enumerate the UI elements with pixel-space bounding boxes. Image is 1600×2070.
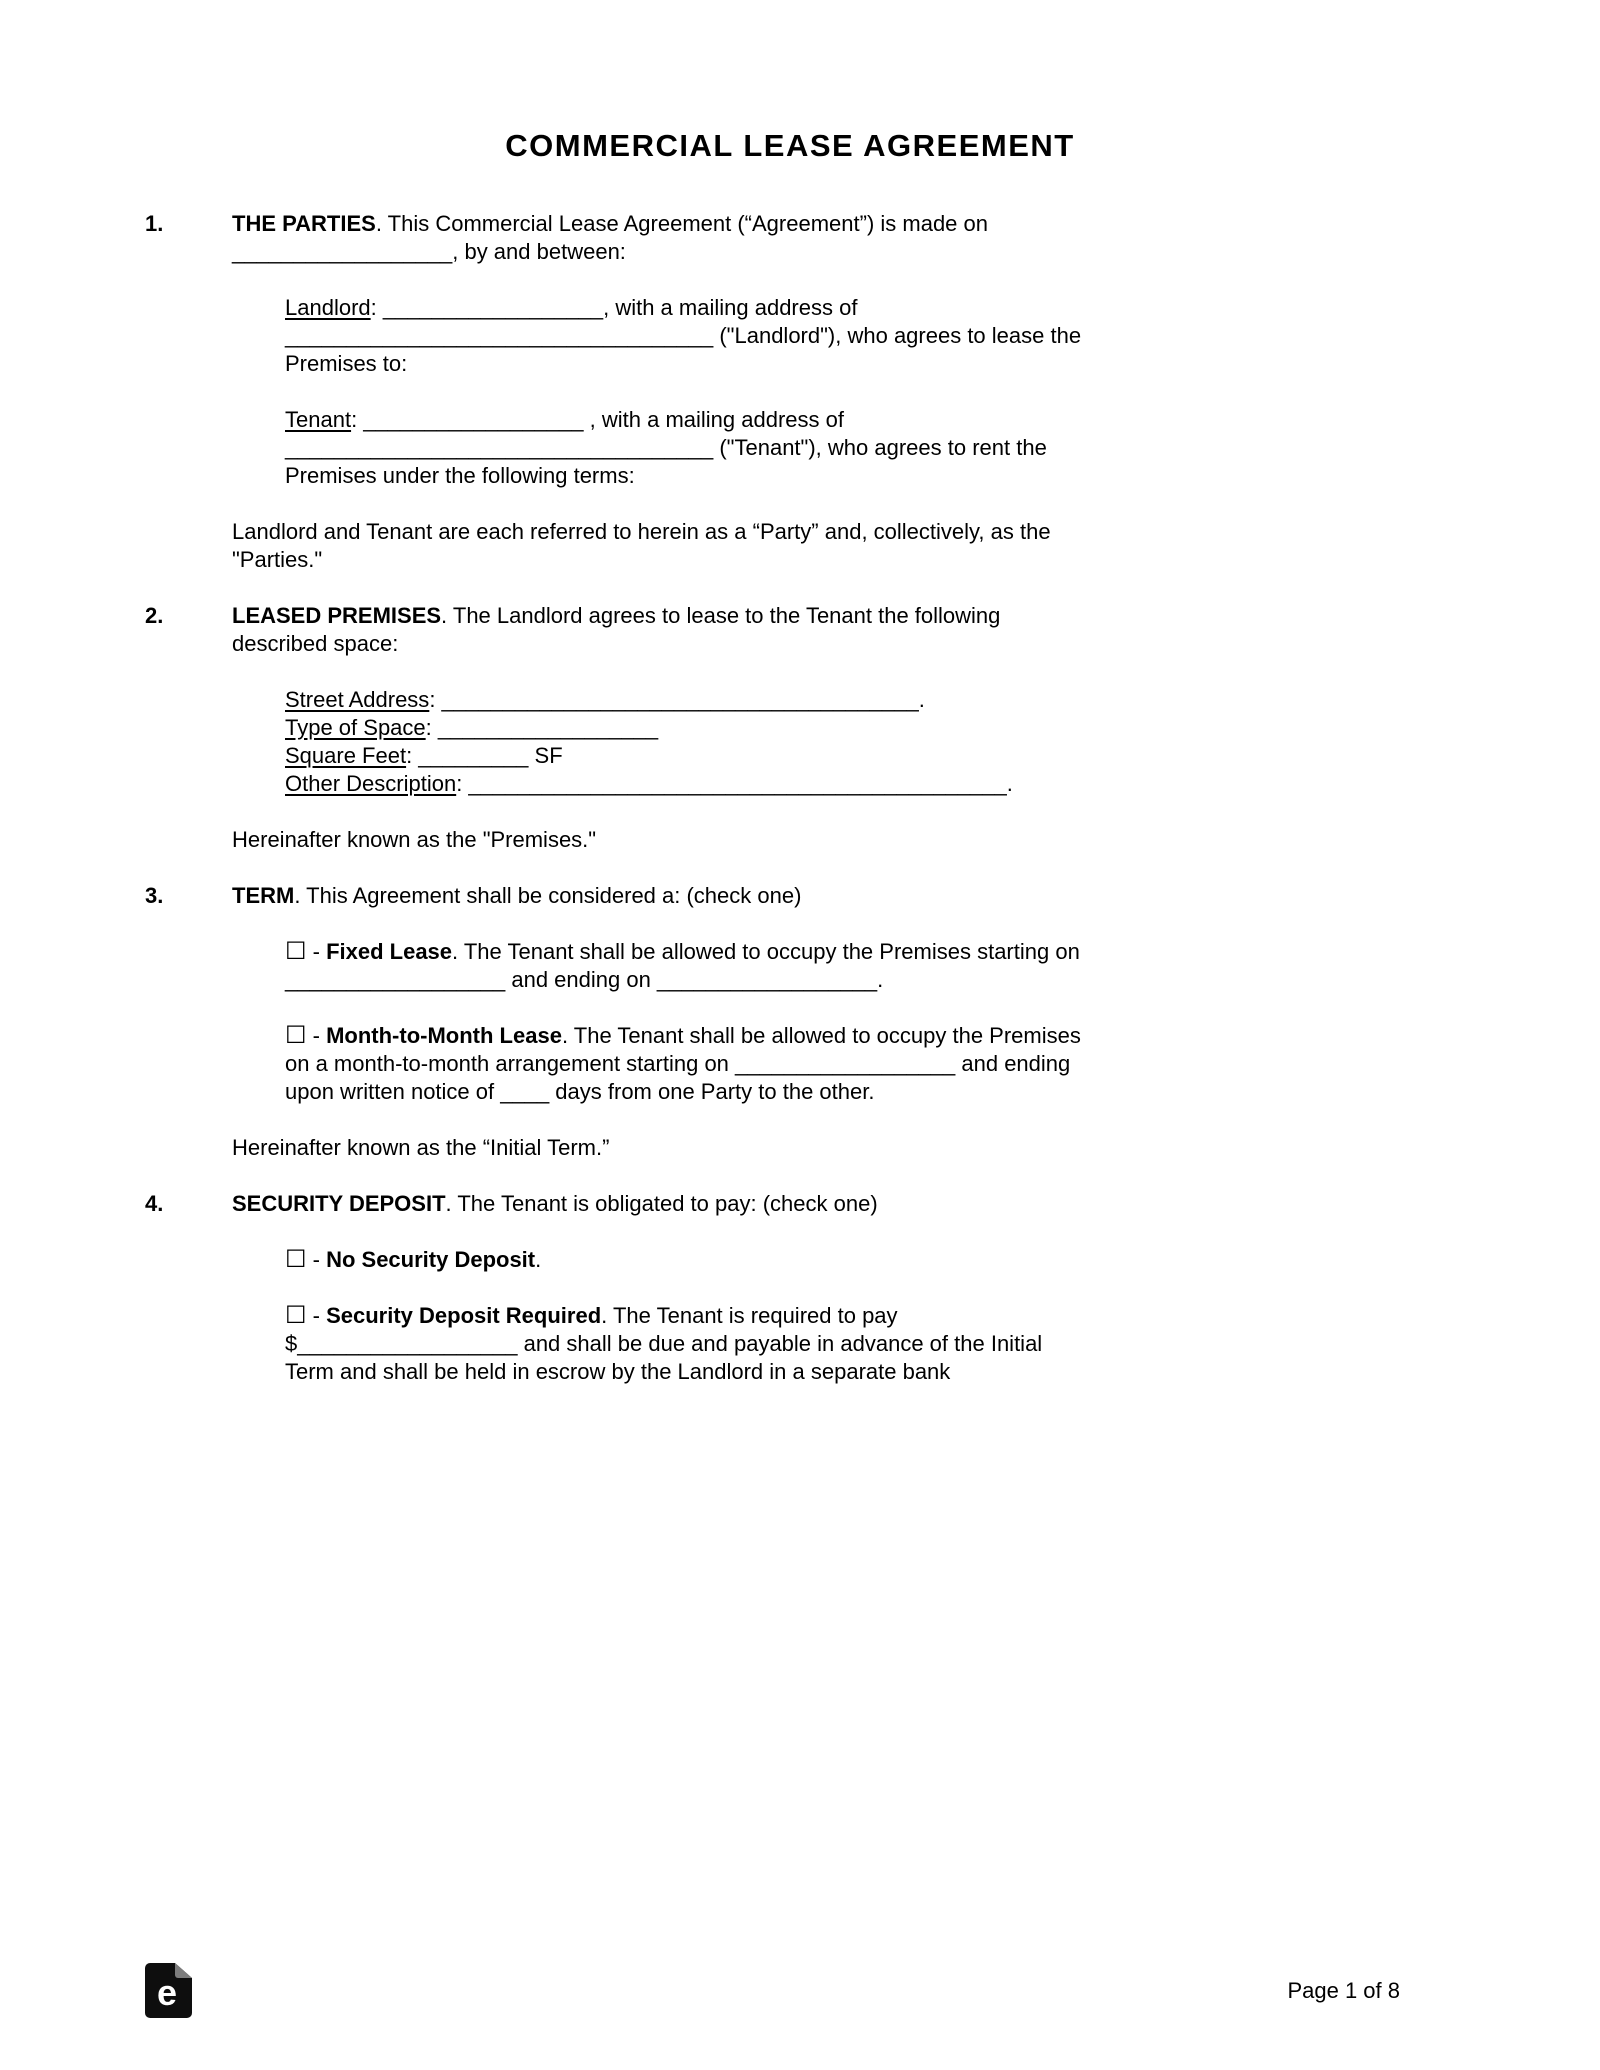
- other-description-blank: : ____________________________________________.: [456, 771, 1013, 796]
- premises-note: Hereinafter known as the "Premises.": [232, 827, 597, 852]
- section-deposit-number: 4.: [145, 1191, 164, 1216]
- eforms-logo-letter: e: [156, 1972, 178, 2013]
- fixed-lease-separator: -: [306, 939, 327, 964]
- section-premises-intro-text: . The Landlord agrees to lease to the Tenant the following described space:: [232, 603, 1001, 656]
- section-deposit-intro-text: . The Tenant is obligated to pay: (check one): [445, 1191, 878, 1216]
- type-of-space-label: Type of Space: [285, 715, 426, 740]
- page-number-label: Page 1 of 8: [1287, 1977, 1400, 2003]
- tenant-clause: [232, 406, 1092, 490]
- eforms-logo-icon: [145, 1963, 192, 2018]
- deposit-required-separator: -: [306, 1303, 327, 1328]
- street-address-blank: : _______________________________________.: [429, 687, 925, 712]
- deposit-required-option: [232, 1302, 1092, 1386]
- fixed-lease-option: [232, 938, 1092, 994]
- section-deposit-intro: [232, 1190, 1092, 1218]
- month-to-month-label: Month-to-Month Lease: [326, 1023, 562, 1048]
- no-deposit-separator: -: [306, 1247, 327, 1272]
- section-term-heading: TERM: [232, 883, 295, 908]
- street-address-field: [285, 686, 1092, 714]
- other-description-label: Other Description: [285, 771, 457, 796]
- fixed-lease-text: . The Tenant shall be allowed to occupy the Premises starting on __________________ and ending on __________________.: [285, 939, 1080, 992]
- page-footer: [145, 1963, 1400, 2018]
- month-to-month-option: [232, 1022, 1092, 1106]
- section-premises-intro: [232, 602, 1092, 658]
- deposit-required-checkbox-icon[interactable]: ☐: [285, 1302, 307, 1329]
- section-deposit-content: [232, 1190, 1092, 1414]
- section-parties-intro-text: . This Commercial Lease Agreement (“Agreement”) is made on __________________, by and between:: [232, 211, 989, 264]
- parties-note: Landlord and Tenant are each referred to herein as a “Party” and, collectively, as the "Parties.": [232, 519, 1051, 572]
- section-deposit: [145, 1190, 1600, 1414]
- term-note: Hereinafter known as the “Initial Term.”: [232, 1135, 610, 1160]
- type-of-space-blank: : __________________: [425, 715, 659, 740]
- landlord-clause-text: : __________________, with a mailing address of ___________________________________ ("Landlord"), who agrees to lease the Premises to:: [285, 295, 1082, 376]
- landlord-label: Landlord: [285, 295, 371, 320]
- square-feet-field: [285, 742, 1092, 770]
- landlord-clause: [232, 294, 1092, 378]
- tenant-clause-text: : __________________ , with a mailing address of ___________________________________ ("Tenant"), who agrees to rent the Premises under the following terms:: [285, 407, 1047, 488]
- deposit-required-text: . The Tenant is required to pay $__________________ and shall be due and payable in advance of the Initial Term and shall be held in escrow by the Landlord in a separate bank: [285, 1303, 1043, 1384]
- month-to-month-text: . The Tenant shall be allowed to occupy the Premises on a month-to-month arrangement starting on __________________ and ending upon written notice of ____ days from one Party to the other.: [285, 1023, 1081, 1104]
- other-description-field: [285, 770, 1092, 798]
- no-deposit-label: No Security Deposit: [326, 1247, 536, 1272]
- month-to-month-separator: -: [306, 1023, 327, 1048]
- fixed-lease-checkbox-icon[interactable]: ☐: [285, 938, 307, 965]
- no-deposit-text: .: [535, 1247, 542, 1272]
- section-premises: [145, 602, 1600, 882]
- section-deposit-heading: SECURITY DEPOSIT: [232, 1191, 446, 1216]
- square-feet-label: Square Feet: [285, 743, 407, 768]
- deposit-required-label: Security Deposit Required: [326, 1303, 602, 1328]
- section-term-intro-text: . This Agreement shall be considered a: (check one): [294, 883, 802, 908]
- premises-fields: [232, 686, 1092, 798]
- section-term-number: 3.: [145, 883, 164, 908]
- month-to-month-checkbox-icon[interactable]: ☐: [285, 1022, 307, 1049]
- section-parties: [145, 210, 1600, 602]
- section-premises-content: [232, 602, 1092, 882]
- street-address-label: Street Address: [285, 687, 430, 712]
- document-title: COMMERCIAL LEASE AGREEMENT: [505, 128, 1075, 163]
- section-premises-heading: LEASED PREMISES: [232, 603, 442, 628]
- section-parties-content: [232, 210, 1092, 602]
- section-term-content: [232, 882, 1092, 1190]
- section-premises-number: 2.: [145, 603, 164, 628]
- type-of-space-field: [285, 714, 1092, 742]
- no-deposit-option: [232, 1246, 1092, 1274]
- no-deposit-checkbox-icon[interactable]: ☐: [285, 1246, 307, 1273]
- section-term: [145, 882, 1600, 1190]
- tenant-label: Tenant: [285, 407, 352, 432]
- fixed-lease-label: Fixed Lease: [326, 939, 453, 964]
- section-parties-heading: THE PARTIES: [232, 211, 376, 236]
- section-term-intro: [232, 882, 1092, 910]
- section-parties-number: 1.: [145, 211, 164, 236]
- section-parties-intro: [232, 210, 1092, 266]
- square-feet-blank: : _________ SF: [406, 743, 563, 768]
